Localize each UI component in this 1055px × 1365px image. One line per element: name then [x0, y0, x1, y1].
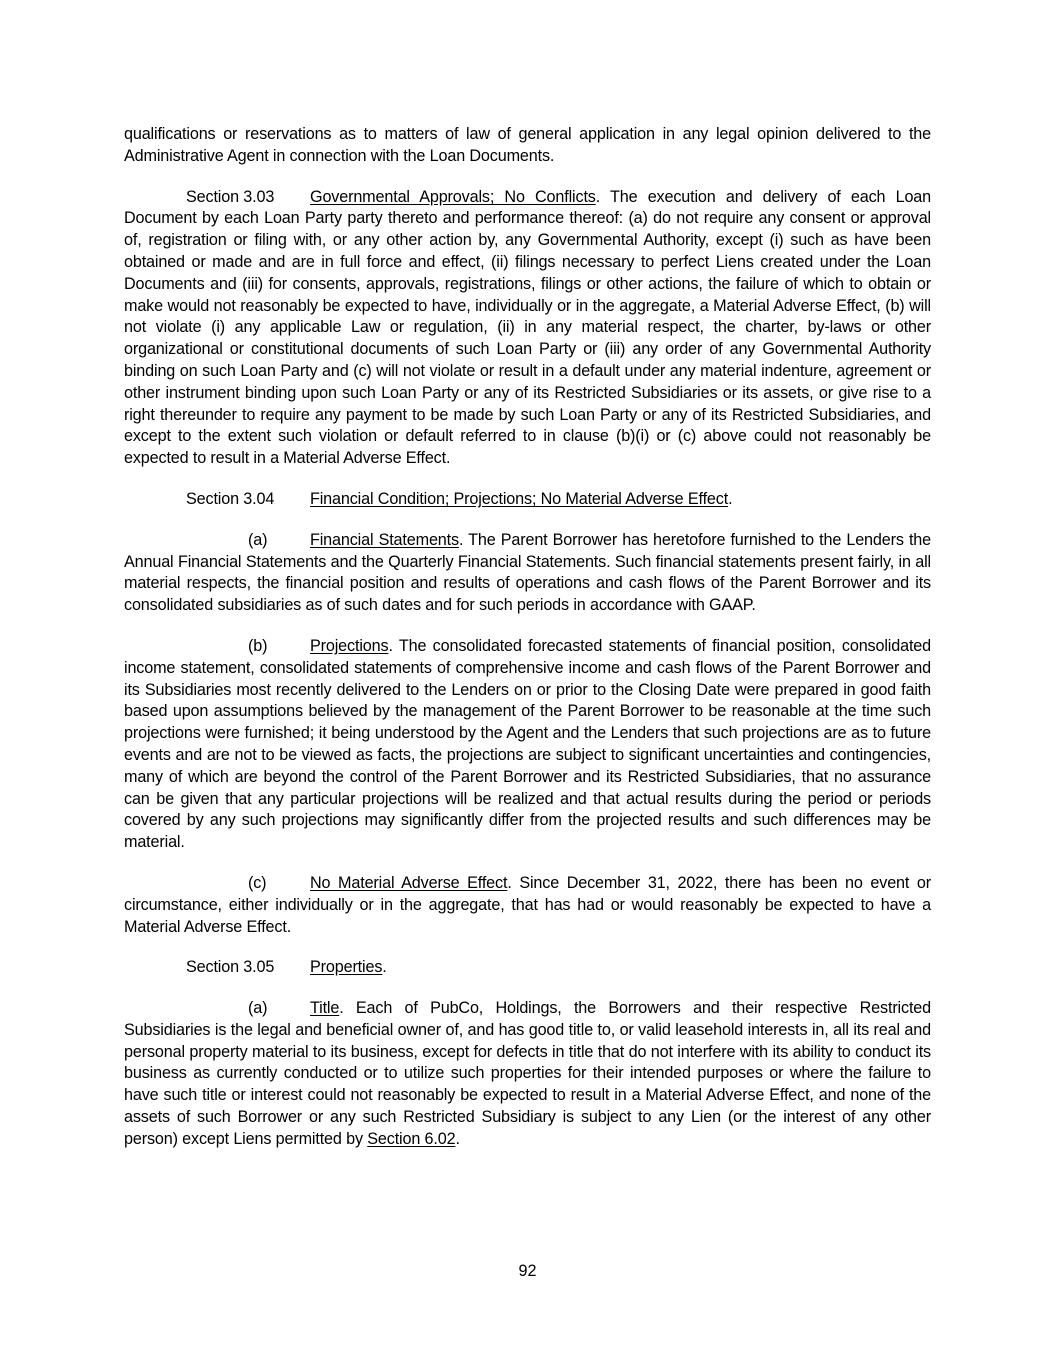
section-3-04-c-body: . Since December 31, 2022, there has been no event or circumstance, either individually or in the aggregate, that has had or would reasonably be expected to have a Material Adverse Effect. — [124, 873, 931, 936]
intro-paragraph — [124, 124, 931, 168]
section-3-05-heading: Properties — [310, 958, 383, 977]
section-3-04-c — [124, 873, 931, 938]
section-3-03-number: Section 3.03 — [186, 187, 275, 206]
section-3-05-a — [124, 998, 931, 1151]
section-3-05-number: Section 3.05 — [186, 958, 275, 977]
section-3-04-b-label: (b) — [248, 636, 268, 655]
section-3-04-b — [124, 636, 931, 854]
section-3-04-a-heading: Financial Statements — [310, 530, 459, 549]
section-3-05-a-end: . — [455, 1129, 460, 1148]
section-3-05-a-heading: Title — [310, 999, 340, 1018]
section-3-03-body: . The execution and delivery of each Loan Document by each Loan Party party thereto and performance thereof: (a) do not require any consent or approval of, registration or filing with, or any other action by, any Governmental Authority, except (i) such as have been obtained or made and are in full force and effect, (ii) filings necessary to perfect Liens created under the Loan Documents and (iii) for consents, approvals, registrations, filings or other actions, the failure of which to obtain or make would not reasonably be expected to have, individually or in the aggregate, a Material Adverse Effect, (b) will not violate (i) any applicable Law or regulation, (ii) in any material respect, the charter, by-laws or other organizational or constitutional documents of such Loan Party or (iii) any order of any Governmental Authority binding on such Loan Party and (c) will not violate or result in a default under any material indenture, agreement or other instrument binding upon such Loan Party or any of its Restricted Subsidiaries or its assets, or give rise to a right thereunder to require any payment to be made by such Loan Party or any of its Restricted Subsidiaries, and except to the extent such violation or default referred to in clause (b)(i) or (c) above could not reasonably be expected to result in a Material Adverse Effect. — [124, 187, 931, 468]
section-3-04-b-body: . The consolidated forecasted statements of financial position, consolidated income statement, consolidated statements of comprehensive income and cash flows of the Parent Borrower and its Subsidiaries most recently delivered to the Lenders on or prior to the Closing Date were prepared in good faith based upon assumptions believed by the management of the Parent Borrower to be reasonable at the time such projections were furnished; it being understood by the Agent and the Lenders that such projections are as to future events and are not to be viewed as facts, the projections are subject to significant uncertainties and contingencies, many of which are beyond the control of the Parent Borrower and its Restricted Subsidiaries, that no assurance can be given that any particular projections will be realized and that actual results during the period or periods covered by any such projections may significantly differ from the projected results and such differences may be material. — [124, 636, 931, 852]
section-3-04-c-label: (c) — [248, 873, 267, 892]
section-3-04-b-heading: Projections — [310, 636, 389, 655]
section-3-05-trail: . — [382, 958, 387, 977]
section-3-04-a-body: . The Parent Borrower has heretofore furnished to the Lenders the Annual Financial Statements and the Quarterly Financial Statements. Such financial statements present fairly, in all material respects, the financial position and results of operations and cash flows of the Parent Borrower and its consolidated subsidiaries as of such dates and for such periods in accordance with GAAP. — [124, 530, 931, 615]
section-3-04-a — [124, 530, 931, 617]
document-page — [124, 124, 931, 1170]
section-3-04-a-label: (a) — [248, 530, 268, 549]
section-3-03-heading: Governmental Approvals; No Conflicts — [310, 187, 596, 206]
section-3-04 — [124, 489, 931, 511]
section-3-05 — [124, 957, 931, 979]
intro-text: qualifications or reservations as to matters of law of general application in any legal opinion delivered to the Administrative Agent in connection with the Loan Documents. — [124, 125, 931, 165]
section-3-03 — [124, 187, 931, 470]
section-3-04-number: Section 3.04 — [186, 489, 275, 508]
section-3-04-c-heading: No Material Adverse Effect — [310, 873, 508, 892]
page-number: 92 — [518, 1262, 537, 1280]
section-3-05-a-body: . Each of PubCo, Holdings, the Borrowers and their respective Restricted Subsidiaries is the legal and beneficial owner of, and has good title to, or valid leasehold interests in, all its real and personal property material to its business, except for defects in title that do not interfere with its ability to conduct its business as currently conducted or to utilize such properties for their intended purposes or where the failure to have such title or interest could not reasonably be expected to result in a Material Adverse Effect, and none of the assets of such Borrower or any such Restricted Subsidiary is subject to any Lien (or the interest of any other person) except Liens permitted by — [124, 999, 931, 1148]
section-3-05-a-label: (a) — [248, 999, 268, 1018]
section-6-02-xref-link[interactable]: Section 6.02 — [367, 1129, 456, 1148]
section-3-04-heading: Financial Condition; Projections; No Material Adverse Effect — [310, 489, 729, 508]
section-3-04-trail: . — [728, 489, 733, 508]
